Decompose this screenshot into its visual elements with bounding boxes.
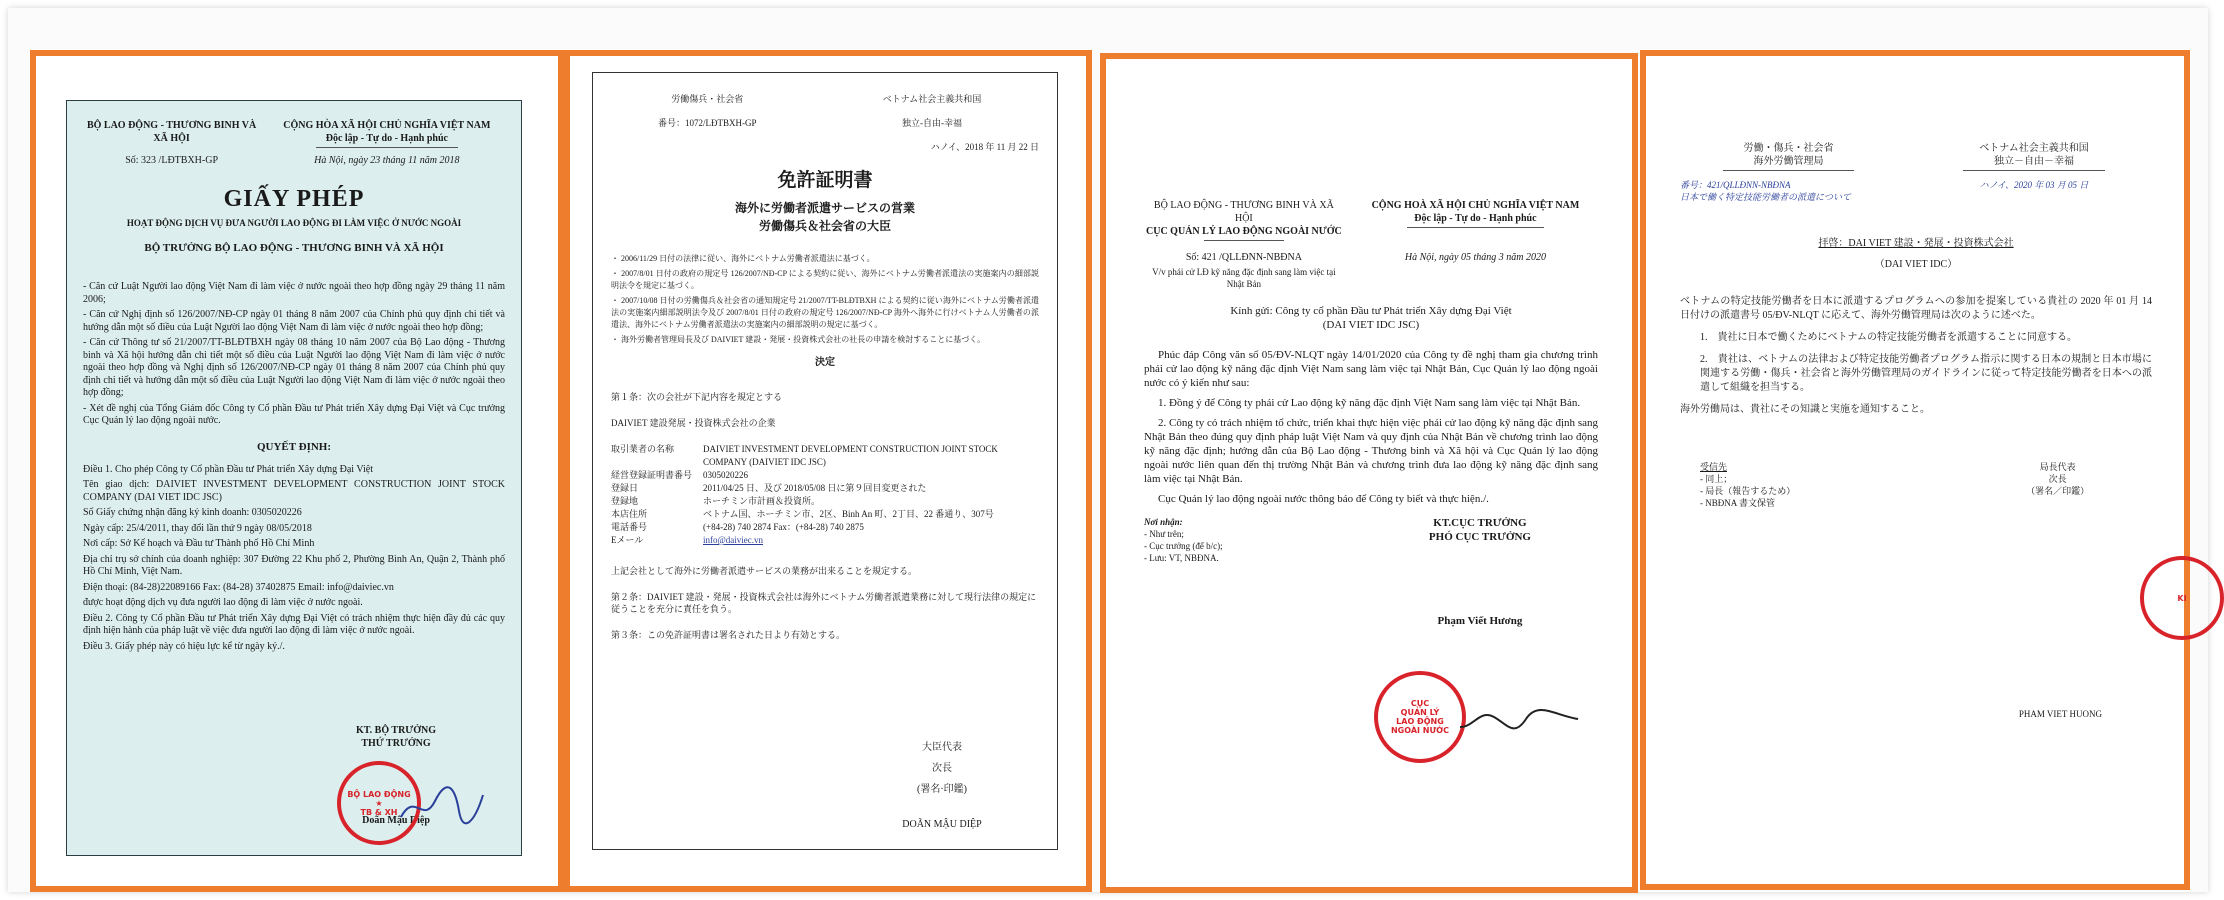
- document-title: 免許証明書: [777, 170, 873, 191]
- motto: 独立-自由-幸福: [902, 118, 962, 128]
- body-paragraph: 1. 貴社に日本で働くためにベトナムの特定技能労働者を派遣することに同意する。: [1700, 332, 2077, 343]
- legal-bases: [83, 281, 505, 428]
- addressee: 拝啓：DAI VIET 建設・発展・投資株式会社: [1818, 238, 2014, 249]
- addressee-abbr: (DAI VIET IDC JSC): [1322, 319, 1420, 331]
- field-value: (+84-28) 740 2874 Fax：(+84-28) 740 2875: [703, 522, 864, 532]
- signature-note: （署名／印鑑）: [2026, 486, 2090, 496]
- recipients-title: 受信先: [1700, 462, 1728, 472]
- ministry-header: BỘ LAO ĐỘNG - THƯƠNG BINH VÀ XÃ HỘI: [1153, 200, 1334, 224]
- field-value: 0305020226: [703, 470, 748, 480]
- addressee-abbr: （DAI VIET IDC）: [1874, 259, 1958, 270]
- issuing-authority: 労働傷兵＆社会省の大臣: [758, 219, 891, 233]
- company-detail: Số Giấy chứng nhận đăng ký kinh doanh: 0305020226: [83, 507, 302, 518]
- ministry-header: BỘ LAO ĐỘNG - THƯƠNG BINH VÀ XÃ HỘI: [86, 120, 257, 144]
- issuer-right: ベトナム社会主義共和国: [1979, 143, 2089, 154]
- legal-basis: - Căn cứ Nghị định số 126/2007/NĐ-CP ngày 01 tháng 8 năm 2007 của Chính phủ quy định chi tiết và hướng dẫn một số điều của Luật Người lao động Việt Nam đi làm việc ở nước ngoài theo hợp đồng;: [83, 309, 505, 333]
- signer-title: 局長代表: [2039, 462, 2076, 472]
- signer-title-deputy: 次長: [932, 763, 952, 774]
- field-label: 取引業者の名称: [611, 444, 675, 454]
- recipient-item: - NBĐNA 書文保管: [1700, 498, 1776, 508]
- motto: Độc lập - Tự do - Hạnh phúc: [325, 133, 448, 144]
- signature-note: (署名·印鑑): [917, 784, 967, 795]
- place-date: Hà Nội, ngày 05 tháng 3 năm 2020: [1404, 252, 1546, 263]
- red-seal-stamp: CỤC QUẢN LÝ LAO ĐỘNG NGOÀI NƯỚC: [1374, 671, 1466, 763]
- recipient-item: - 局長（報告するため）: [1700, 486, 1796, 496]
- body-paragraph: 1. Đồng ý để Công ty phái cử Lao động kỹ năng đặc định Việt Nam sang làm việc tại Nhật Bản.: [1158, 397, 1581, 409]
- article-1: Điều 1. Cho phép Công ty Cổ phần Đầu tư Phát triển Xây dựng Đại Việt: [83, 463, 374, 475]
- field-value: ベトナム国、ホーチミン市、2区、Binh An 町、2丁目、22 番通り、307号: [703, 509, 994, 519]
- letter-body: [1144, 348, 1598, 506]
- document-number: Số: 323 /LĐTBXH-GP: [125, 155, 219, 166]
- article-1: 第１条：次の会社が下記内容を規定とする: [611, 392, 783, 402]
- license-frame: [30, 50, 564, 892]
- dispatch-translation-frame: [1640, 50, 2190, 890]
- red-seal-stamp: BỘ LAO ĐỘNG ★ TB & XH: [337, 761, 421, 845]
- motto: Độc lập - Tự do - Hạnh phúc: [1414, 213, 1537, 224]
- recipient-item: - Lưu: VT, NBĐNA.: [1144, 553, 1219, 563]
- field-value: 2011/04/25 日、及び 2018/05/08 日に第９回目変更された: [703, 483, 927, 493]
- signer-title-deputy: 次長: [2048, 474, 2067, 484]
- document-date: ハノイ、2020 年 03 月 05 日: [1979, 180, 2089, 190]
- field-label: 本店住所: [611, 509, 648, 519]
- company-detail: Địa chỉ trụ sở chính của doanh nghiệp: 307 Đường 22 Khu phố 2, Phường Bình An, Quận 2, Thành phố Hồ Chí Minh, Việt Nam.: [83, 553, 505, 577]
- republic-header: CỘNG HOÀ XÃ HỘI CHỦ NGHĨA VIỆT NAM: [1371, 200, 1580, 211]
- field-value: DAIVIET INVESTMENT DEVELOPMENT CONSTRUCTION JOINT STOCK COMPANY (DAIVIET IDC JSC): [703, 444, 998, 467]
- signer-title: 大臣代表: [922, 742, 962, 753]
- field-value: ホーチミン市計画＆投資所。: [703, 496, 821, 506]
- legal-basis: - Căn cứ Thông tư số 21/2007/TT-BLĐTBXH ngày 08 tháng 10 năm 2007 của Bộ Lao động - Thương binh và Xã hội hướng dẫn chi tiết một số điều của Luật Người lao động Việt Nam đi làm việc ở nước ngoài theo hợp đồng và Nghị định số 126/2007/NĐ-CP ngày 01 tháng 8 năm 2007 của Chính phủ quy định chi tiết và hướng dẫn một số điều của Luật Người lao động Việt Nam đi làm việc ở nước ngoài theo hợp đồng;: [83, 337, 505, 398]
- company-name-ja: DAIVIET 建設発展・投資株式会社の企業: [611, 418, 776, 428]
- issuer-left: 労働傷兵・社会省: [671, 94, 744, 104]
- recipient-item: - Cục trưởng (để b/c);: [1144, 541, 1223, 551]
- company-detail: Điện thoại: (84-28)22089166 Fax: (84-28) 37402875 Email: info@daiviec.vn: [83, 581, 394, 593]
- addressee: Kính gửi: Công ty cổ phần Đầu tư Phát triển Xây dựng Đại Việt: [1230, 305, 1512, 317]
- legal-basis: - Xét đề nghị của Tổng Giám đốc Công ty Cổ phần Đầu tư Phát triển Xây dựng Đại Việt và Cục trưởng Cục Quản lý lao động ngoài nước.: [83, 402, 505, 426]
- company-fields: [611, 443, 1039, 547]
- article-3: 第３条：この免許証明書は署名された日より有効とする。: [611, 630, 846, 640]
- legal-bases: [611, 253, 1039, 346]
- field-label: 登録日: [611, 483, 639, 493]
- signer-name: DOÃN MẬU DIỆP: [902, 819, 982, 830]
- body-paragraph: ベトナムの特定技能労働者を日本に派遣するプログラムへの参加を提案している貴社の 2020 年 01 月 14 日付けの派遣書号 05/ĐV-NLQT に応えて、海外労働管理局は次のように述べた。: [1680, 296, 2152, 321]
- signer-name: Doãn Mậu Diệp: [362, 815, 430, 826]
- company-detail: Nơi cấp: Sở Kế hoạch và Đầu tư Thành phố Hồ Chí Minh: [83, 538, 315, 549]
- document-number: Số: 421 /QLLĐNN-NBĐNA: [1185, 252, 1302, 263]
- signer-role-deputy: THỨ TRƯỞNG: [361, 738, 431, 749]
- recipient-item: - 同上；: [1700, 474, 1733, 484]
- handwritten-signature: [397, 781, 487, 831]
- company-detail: được hoạt động dịch vụ đưa người lao động đi làm việc ở nước ngoài.: [83, 597, 363, 608]
- legal-basis: ・ 2007/8/01 日付の政府の規定号 126/2007/NĐ-CP による契約に従い、海外にベトナム労働者派遣法の実施案内の細部説明法令を規定に基づく。: [611, 269, 1039, 290]
- document-collage: [8, 8, 2208, 892]
- signer-role: KT.CỤC TRƯỞNG: [1433, 517, 1527, 529]
- recipient-item: - Như trên;: [1144, 529, 1184, 539]
- signer-role-deputy: PHÓ CỤC TRƯỞNG: [1428, 531, 1531, 543]
- article-3: Điều 3. Giấy phép này có hiệu lực kể từ ngày ký./.: [83, 640, 285, 652]
- legal-basis: - Căn cứ Luật Người lao động Việt Nam đi làm việc ở nước ngoài theo hợp đồng ngày 29 tháng 11 năm 2006;: [83, 281, 505, 305]
- field-label: 登録地: [611, 496, 639, 506]
- field-label: 電話番号: [611, 522, 648, 532]
- issuer-left: 労働・傷兵・社会省: [1743, 143, 1834, 154]
- license-translation-frame: [564, 50, 1092, 892]
- body-paragraph: Phúc đáp Công văn số 05/ĐV-NLQT ngày 14/01/2020 của Công ty đề nghị tham gia chương trình phái cử lao động kỹ năng đặc định Việt Nam sang làm việc tại Nhật Bản, Cục Quản lý lao động ngoài nước có ý kiến như sau:: [1144, 349, 1598, 389]
- body-paragraph: 2. 貴社は、ベトナムの法律および特定技能労働者プログラム指示に関する日本の規制と日本市場に関連する労働・傷兵・社会省と海外労働管理局のガイドラインに従って特定技能労働者を日本への派遣して組織を担当する。: [1700, 354, 2152, 393]
- issuing-authority: BỘ TRƯỞNG BỘ LAO ĐỘNG - THƯƠNG BINH VÀ XÃ HỘI: [144, 242, 444, 254]
- issuer-right: ベトナム社会主義共和国: [882, 94, 982, 104]
- signer-role: KT. BỘ TRƯỞNG: [355, 725, 437, 736]
- license-translation-document: [592, 72, 1058, 850]
- decision-heading: QUYẾT ĐỊNH:: [256, 440, 332, 453]
- document-number: 番号：421/QLLĐNN-NBĐNA: [1680, 180, 1791, 190]
- dispatch-letter-document: [1124, 77, 1618, 867]
- field-label: Eメール: [611, 535, 644, 545]
- legal-basis: ・ 2007/10/08 日付の労働傷兵＆社会省の通知規定号 21/2007/TT-BLĐTBXH による契約に従い海外にベトナム労働者派遣法の実施案内細部説明法令及び 2007/8/01 日付の政府の規定号 126/2007/NĐ-CP 海外へ海外に行けベトナム人労働者の派遣法、海外にベトナム労働者派遣法の実施案内の細部説明の規定に基づく。: [611, 296, 1039, 329]
- service-statement: 上記会社として海外に労働者派遣サービスの業務が出来ることを規定する。: [611, 566, 918, 576]
- letter-body: [1680, 295, 2152, 417]
- article-2: 第２条：DAIVIET 建設・発展・投資株式会社は海外にベトナム労働者派遣業務に対して現行法律の規定に従うことを充分に責任を負う。: [611, 592, 1037, 614]
- subject-line: 日本で働く特定技能労働者の派遣について: [1680, 192, 1851, 202]
- article-2: Điều 2. Công ty Cổ phần Đầu tư Phát triển Xây dựng Đại Việt có trách nhiệm thực hiện đầy đủ các quy định hiện hành của pháp luật về việc đưa người lao động đi làm việc ở nước ngoài.: [83, 612, 505, 636]
- recipients-title: Nơi nhận:: [1144, 517, 1183, 527]
- legal-basis: ・ 2006/11/29 日付の法律に従い、海外にベトナム労働者派遣法に基づく。: [611, 254, 875, 263]
- dispatch-translation-document: [1660, 76, 2187, 866]
- handwritten-signature: [1454, 697, 1584, 747]
- issuer-department: 海外労働管理局: [1753, 156, 1824, 167]
- document-subtitle: HOẠT ĐỘNG DỊCH VỤ ĐƯA NGƯỜI LAO ĐỘNG ĐI LÀM VIỆC Ở NƯỚC NGOÀI: [126, 218, 462, 228]
- dispatch-letter-frame: [1100, 53, 1638, 893]
- place-date: Hà Nội, ngày 23 tháng 11 năm 2018: [314, 155, 460, 166]
- subject-line: V/v phái cử LĐ kỹ năng đặc định sang làm việc tại Nhật Bản: [1152, 267, 1336, 289]
- red-seal-stamp-partial: KI: [2140, 556, 2224, 640]
- document-subtitle: 海外に労働者派遣サービスの営業: [734, 201, 915, 215]
- signer-name: Phạm Viết Hương: [1437, 615, 1523, 627]
- body-paragraph: 2. Công ty có trách nhiệm tổ chức, triển khai thực hiện việc phái cử lao động kỹ năng đặc định sang Nhật Bản theo đúng quy định pháp luật Việt Nam và quy định của Nhật Bản về chương trình lao động kỹ năng đặc định; hướng dẫn của Bộ Lao động - Thương binh và Xã hội và Cục Quản lý lao động ngoài nước liên quan đến thị trường Nhật Bản và chương trình đưa lao động kỹ năng đặc định sang làm việc tại Nhật Bản.: [1144, 417, 1598, 485]
- decision-heading: 決定: [815, 357, 835, 368]
- motto: 独立－自由－幸福: [1994, 156, 2074, 167]
- document-number: 番号：1072/LĐTBXH-GP: [658, 118, 757, 128]
- document-title: GIẤY PHÉP: [223, 186, 365, 212]
- legal-basis: ・ 海外労働者管理局長及び DAIVIET 建設・発展・投資株式会社の社長の申請を検討することに基づく。: [611, 335, 986, 344]
- company-detail: Tên giao dịch: DAIVIET INVESTMENT DEVELOPMENT CONSTRUCTION JOINT STOCK COMPANY (DAI VIET IDC JSC): [83, 479, 505, 503]
- signer-name: PHAM VIET HUONG: [2018, 709, 2102, 719]
- document-date: ハノイ、2018 年 11 月 22 日: [930, 142, 1039, 152]
- field-label: 経営登録証明書番号: [611, 470, 693, 480]
- license-document: [66, 100, 522, 856]
- department-header: CỤC QUẢN LÝ LAO ĐỘNG NGOÀI NƯỚC: [1146, 226, 1342, 237]
- field-value: info@daiviec.vn: [703, 535, 764, 545]
- body-paragraph: 海外労働局は、貴社にその知識と実施を通知すること。: [1680, 404, 1930, 415]
- republic-header: CỘNG HÒA XÃ HỘI CHỦ NGHĨA VIỆT NAM: [283, 120, 491, 131]
- body-paragraph: Cục Quản lý lao động ngoài nước thông báo để Công ty biết và thực hiện./.: [1158, 493, 1489, 505]
- company-detail: Ngày cấp: 25/4/2011, thay đổi lần thứ 9 ngày 08/05/2018: [83, 522, 312, 534]
